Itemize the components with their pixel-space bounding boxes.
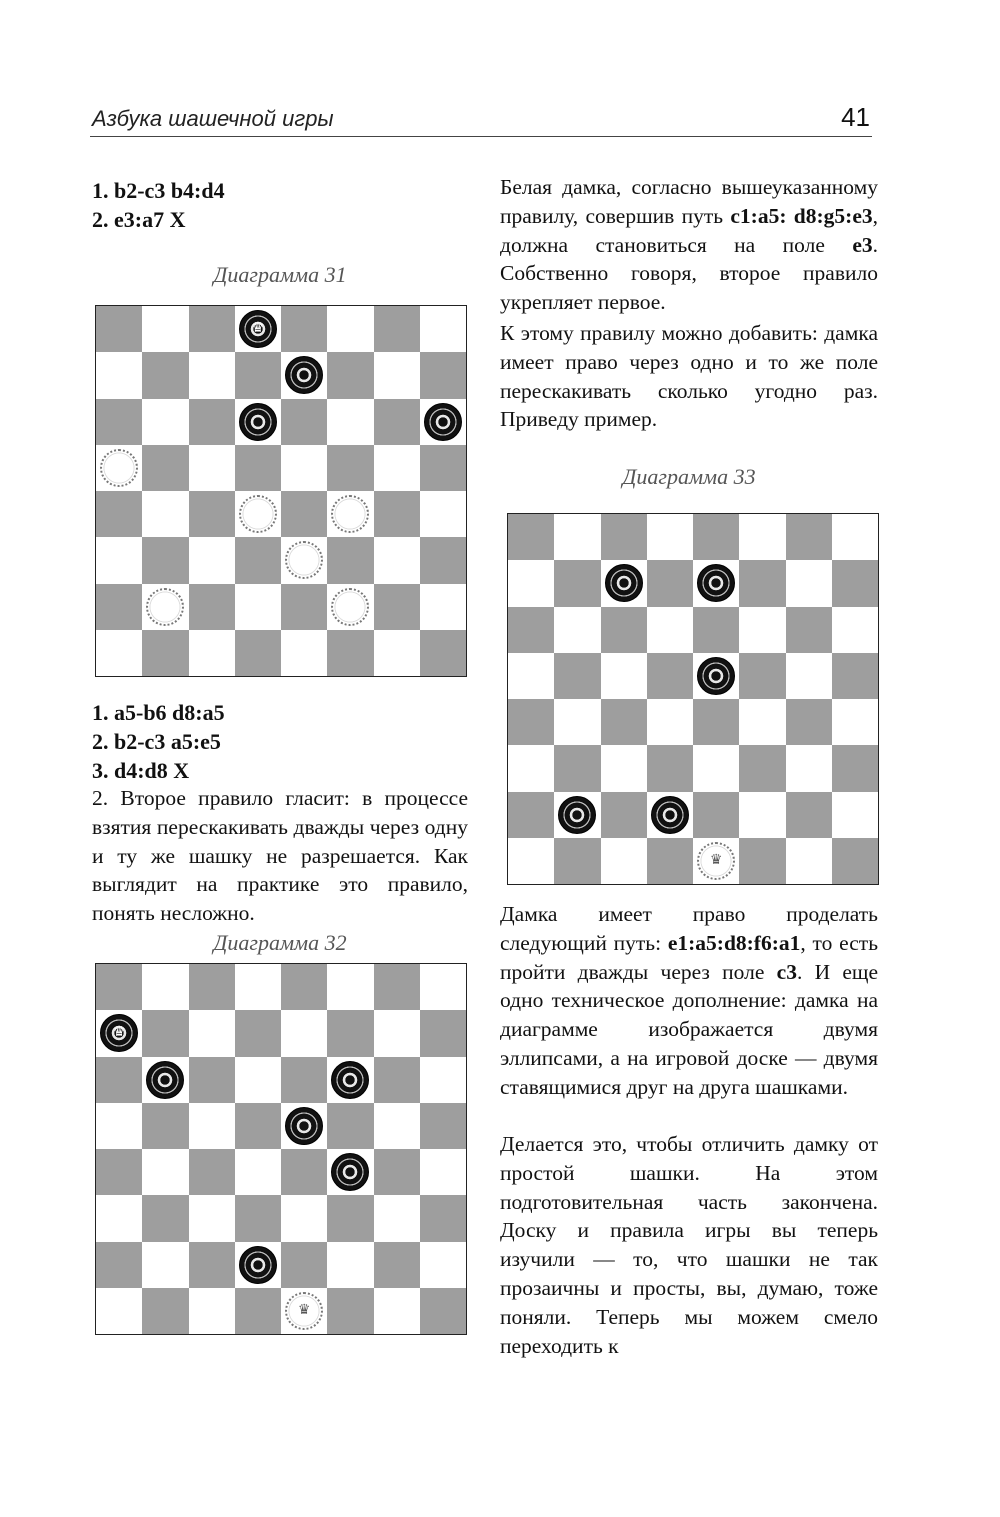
move-line: 3. d4:d8 X	[92, 758, 190, 783]
board-square-c8	[189, 306, 235, 352]
board-square-d5	[647, 653, 693, 699]
board-square-c8	[189, 964, 235, 1010]
board-square-a7	[508, 560, 554, 606]
board-square-h2	[420, 584, 466, 630]
diagram-32-board	[95, 963, 467, 1335]
white-checker-a5	[100, 449, 138, 487]
board-square-g6	[374, 1057, 420, 1103]
board-square-f2	[739, 792, 785, 838]
board-square-g7	[786, 560, 832, 606]
board-square-b1	[142, 630, 188, 676]
board-square-d4	[647, 699, 693, 745]
board-square-d1	[235, 630, 281, 676]
board-square-h7	[420, 352, 466, 398]
board-square-d7	[235, 352, 281, 398]
board-square-a2	[96, 584, 142, 630]
rule-2-paragraph: 2. Второе правило гласит: в процессе взятия перескакивать дважды через одну и ту же шашку не разрешается. Как выглядит на практике это правило, понять несложно.	[92, 786, 468, 926]
path-notation: c1:a5: d8:g5:e3	[730, 203, 873, 228]
board-square-f8	[327, 964, 373, 1010]
board-square-a6	[508, 607, 554, 653]
board-square-h1	[420, 630, 466, 676]
move-line: 1. a5-b6 d8:a5	[92, 700, 225, 725]
black-checker-b2	[558, 796, 596, 834]
text: Дамка имеет право проделать следующий путь:	[500, 902, 878, 955]
board-square-c6	[189, 1057, 235, 1103]
white-king-e1	[285, 1292, 323, 1330]
board-square-g1	[374, 1288, 420, 1334]
white-checker-b2	[146, 588, 184, 626]
board-square-c1	[601, 838, 647, 884]
board-square-b4	[142, 491, 188, 537]
square-notation: e3	[852, 232, 873, 257]
board-square-d1	[647, 838, 693, 884]
paragraph-3	[500, 900, 878, 1102]
board-square-h6	[420, 1057, 466, 1103]
board-square-g5	[374, 445, 420, 491]
board-square-d1	[235, 1288, 281, 1334]
board-square-d6	[235, 1057, 281, 1103]
board-square-b4	[142, 1149, 188, 1195]
diagram-32-caption: Диаграмма 32	[213, 930, 347, 955]
text: . Собственно говоря, второе правило укрепляет первое.	[500, 232, 878, 315]
board-square-h4	[832, 699, 878, 745]
board-square-h8	[420, 964, 466, 1010]
board-square-b8	[142, 306, 188, 352]
board-square-h3	[832, 745, 878, 791]
black-checker-c7	[605, 564, 643, 602]
square-notation: c3	[776, 959, 797, 984]
board-square-a3	[96, 537, 142, 583]
board-square-f7	[327, 1010, 373, 1056]
white-king-e1	[697, 842, 735, 880]
board-square-f4	[739, 699, 785, 745]
black-checker-d6	[239, 403, 277, 441]
board-square-c5	[189, 445, 235, 491]
board-square-h4	[420, 491, 466, 537]
black-checker-e5	[697, 657, 735, 695]
board-square-f6	[739, 607, 785, 653]
black-checker-e5	[285, 1107, 323, 1145]
board-square-b4	[554, 699, 600, 745]
board-square-a6	[96, 1057, 142, 1103]
diagram-31-board	[95, 305, 467, 677]
board-square-d3	[647, 745, 693, 791]
board-square-g4	[374, 491, 420, 537]
board-square-h3	[420, 1195, 466, 1241]
board-square-b5	[554, 653, 600, 699]
paragraph-2: К этому правилу можно добавить: дамка имеет право через одно и то же поле перескакивать сколько угодно раз. Приведу пример.	[500, 321, 878, 432]
board-square-b5	[142, 1103, 188, 1149]
board-square-h1	[832, 838, 878, 884]
board-square-d5	[235, 1103, 281, 1149]
board-square-f2	[327, 1242, 373, 1288]
board-square-a3	[508, 745, 554, 791]
board-square-c5	[189, 1103, 235, 1149]
board-square-d4	[235, 1149, 281, 1195]
board-square-f5	[327, 445, 373, 491]
diagram-33-caption: Диаграмма 33	[622, 464, 756, 489]
board-square-g6	[786, 607, 832, 653]
board-square-h7	[832, 560, 878, 606]
board-square-c7	[189, 1010, 235, 1056]
board-square-b8	[554, 514, 600, 560]
board-square-a8	[96, 964, 142, 1010]
board-square-b7	[554, 560, 600, 606]
board-square-h3	[420, 537, 466, 583]
page-number: 41	[841, 102, 870, 132]
board-square-c2	[189, 584, 235, 630]
board-square-a1	[96, 630, 142, 676]
board-square-a4	[96, 1149, 142, 1195]
board-square-b7	[142, 352, 188, 398]
board-square-d5	[235, 445, 281, 491]
board-square-h6	[832, 607, 878, 653]
board-square-c1	[189, 1288, 235, 1334]
board-square-c1	[189, 630, 235, 676]
board-square-g3	[374, 1195, 420, 1241]
text: . И еще одно техническое дополнение: дамка на диаграмме изображается двумя эллипсами, а на игровой доске — двумя ставящимися друг на друга шашками.	[500, 959, 878, 1099]
board-square-a5	[96, 1103, 142, 1149]
board-square-g4	[374, 1149, 420, 1195]
board-square-e6	[693, 607, 739, 653]
board-square-e1	[281, 630, 327, 676]
board-square-d3	[235, 1195, 281, 1241]
board-square-e6	[281, 399, 327, 445]
black-checker-h6	[424, 403, 462, 441]
board-square-d8	[647, 514, 693, 560]
board-square-a5	[508, 653, 554, 699]
board-square-e4	[281, 491, 327, 537]
board-square-g5	[786, 653, 832, 699]
board-square-c3	[601, 745, 647, 791]
board-square-e8	[281, 964, 327, 1010]
board-square-h2	[832, 792, 878, 838]
white-checker-d4	[239, 495, 277, 533]
paragraph-4: Делается это, чтобы отличить дамку от простой шашки. На этом подготовительная часть закончена. Доску и правила игры вы теперь изучили — то, что шашки не так прозаичны и просты, вы, думаю, тоже поняли. Теперь мы можем смело переходить к	[500, 1132, 878, 1358]
text: , то есть пройти дважды через поле	[500, 930, 878, 984]
crown-icon: ♛	[297, 1302, 311, 1318]
board-square-e3	[693, 745, 739, 791]
board-square-h2	[420, 1242, 466, 1288]
board-square-g8	[374, 964, 420, 1010]
page-header	[90, 100, 872, 137]
board-square-h4	[420, 1149, 466, 1195]
board-square-h8	[420, 306, 466, 352]
text: , должна становиться на поле	[500, 203, 878, 257]
board-square-c4	[189, 1149, 235, 1195]
diagram-33-board	[507, 513, 879, 885]
board-square-e5	[281, 445, 327, 491]
board-square-f5	[739, 653, 785, 699]
board-square-c8	[601, 514, 647, 560]
move-line: 1. b2-c3 b4:d4	[92, 178, 225, 203]
board-square-h7	[420, 1010, 466, 1056]
board-square-d3	[235, 537, 281, 583]
board-square-d6	[647, 607, 693, 653]
board-square-g3	[374, 537, 420, 583]
board-square-d7	[235, 1010, 281, 1056]
board-square-e8	[281, 306, 327, 352]
moves-block-1	[92, 176, 468, 234]
black-checker-d2	[239, 1246, 277, 1284]
board-square-f7	[327, 352, 373, 398]
board-square-b1	[142, 1288, 188, 1334]
board-square-g3	[786, 745, 832, 791]
board-square-a8	[96, 306, 142, 352]
move-line: 2. b2-c3 a5:e5	[92, 729, 221, 754]
board-square-a2	[96, 1242, 142, 1288]
diagram-31-caption: Диаграмма 31	[213, 262, 347, 287]
board-square-f3	[327, 537, 373, 583]
board-square-a3	[96, 1195, 142, 1241]
board-square-c2	[189, 1242, 235, 1288]
board-square-c3	[189, 537, 235, 583]
board-square-h8	[832, 514, 878, 560]
board-square-b6	[142, 399, 188, 445]
text: Белая дамка, согласно вышеуказанному правилу, совершив путь	[500, 175, 878, 228]
board-square-d7	[647, 560, 693, 606]
board-square-h5	[420, 445, 466, 491]
black-king-d8	[239, 310, 277, 348]
board-square-d2	[235, 584, 281, 630]
board-square-f8	[739, 514, 785, 560]
black-checker-b6	[146, 1061, 184, 1099]
board-square-h5	[832, 653, 878, 699]
board-square-g7	[374, 1010, 420, 1056]
board-square-b7	[142, 1010, 188, 1056]
board-square-c5	[601, 653, 647, 699]
board-square-c4	[601, 699, 647, 745]
board-square-a4	[508, 699, 554, 745]
board-square-e2	[693, 792, 739, 838]
black-checker-f6	[331, 1061, 369, 1099]
board-square-g5	[374, 1103, 420, 1149]
board-square-f1	[327, 1288, 373, 1334]
board-square-a1	[96, 1288, 142, 1334]
board-square-c2	[601, 792, 647, 838]
board-square-f3	[327, 1195, 373, 1241]
board-square-b2	[142, 1242, 188, 1288]
board-square-e8	[693, 514, 739, 560]
board-square-f1	[327, 630, 373, 676]
board-square-f1	[739, 838, 785, 884]
move-line: 2. e3:a7 X	[92, 207, 186, 232]
board-square-b1	[554, 838, 600, 884]
board-square-e4	[281, 1149, 327, 1195]
board-square-g1	[786, 838, 832, 884]
board-square-c4	[189, 491, 235, 537]
board-square-a6	[96, 399, 142, 445]
board-square-h5	[420, 1103, 466, 1149]
board-square-d8	[235, 964, 281, 1010]
board-square-a2	[508, 792, 554, 838]
board-square-g1	[374, 630, 420, 676]
board-square-f8	[327, 306, 373, 352]
board-square-e2	[281, 584, 327, 630]
board-square-b6	[554, 607, 600, 653]
crown-icon: ♛	[709, 852, 723, 868]
board-square-f7	[739, 560, 785, 606]
board-square-g6	[374, 399, 420, 445]
board-square-g2	[786, 792, 832, 838]
board-square-f5	[327, 1103, 373, 1149]
board-square-g2	[374, 584, 420, 630]
crown-icon: ♛	[251, 321, 265, 337]
white-checker-f2	[331, 588, 369, 626]
board-square-g8	[374, 306, 420, 352]
crown-icon: ♛	[112, 1025, 126, 1041]
board-square-c6	[601, 607, 647, 653]
board-square-a7	[96, 352, 142, 398]
path-notation: e1:a5:d8:f6:a1	[667, 930, 801, 955]
paragraph-1	[500, 173, 878, 317]
board-square-a4	[96, 491, 142, 537]
board-square-b3	[554, 745, 600, 791]
board-square-c7	[189, 352, 235, 398]
board-square-e3	[281, 1195, 327, 1241]
board-square-b5	[142, 445, 188, 491]
board-square-b3	[142, 1195, 188, 1241]
moves-block-2	[92, 698, 468, 785]
board-square-g4	[786, 699, 832, 745]
board-square-e2	[281, 1242, 327, 1288]
board-square-e7	[281, 1010, 327, 1056]
running-title: Азбука шашечной игры	[92, 106, 334, 131]
board-square-c3	[189, 1195, 235, 1241]
black-checker-d2	[651, 796, 689, 834]
board-square-e6	[281, 1057, 327, 1103]
board-square-g8	[786, 514, 832, 560]
board-square-b8	[142, 964, 188, 1010]
board-square-g7	[374, 352, 420, 398]
board-square-g2	[374, 1242, 420, 1288]
board-square-f3	[739, 745, 785, 791]
board-square-c6	[189, 399, 235, 445]
board-square-f6	[327, 399, 373, 445]
board-square-h1	[420, 1288, 466, 1334]
board-square-a1	[508, 838, 554, 884]
board-square-b3	[142, 537, 188, 583]
board-square-e4	[693, 699, 739, 745]
board-square-a8	[508, 514, 554, 560]
